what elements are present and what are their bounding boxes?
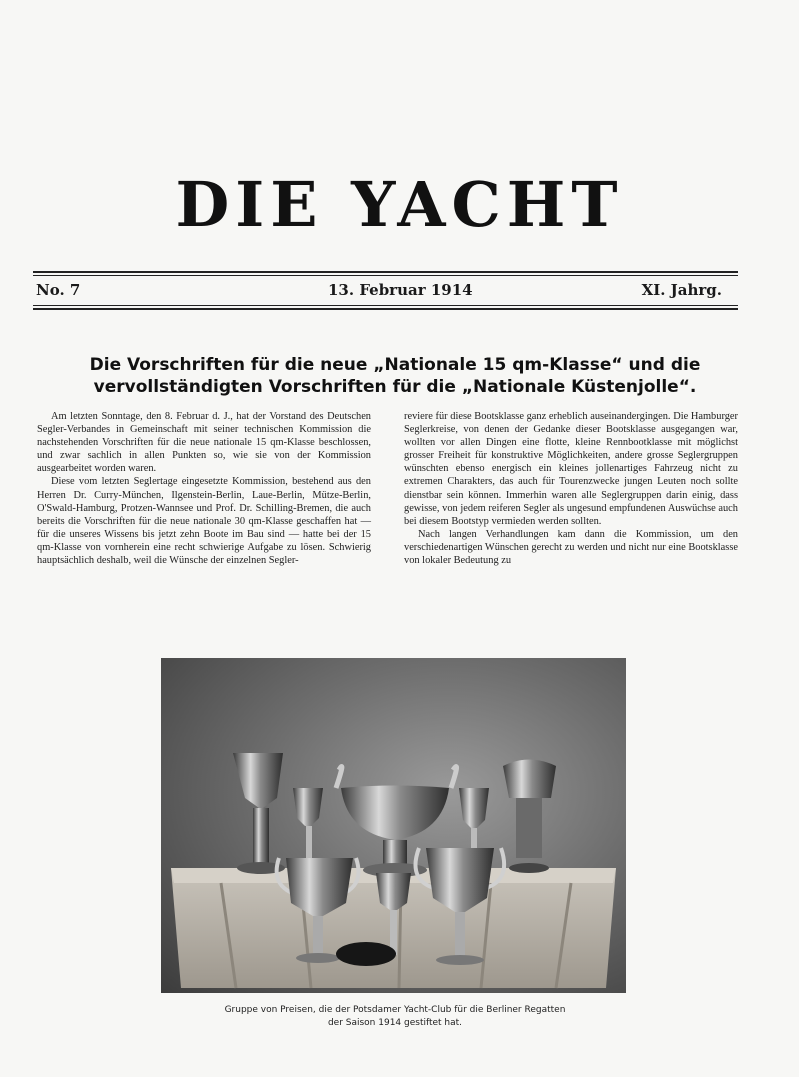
- article-column-left: [37, 410, 371, 567]
- top-rule-thin: [33, 275, 738, 276]
- figure-caption: [150, 1004, 640, 1030]
- headline-line-2: vervollständigten Vorschriften für die „Nationale Küstenjolle“.: [93, 377, 697, 397]
- paragraph: reviere für diese Bootsklasse ganz erheblich auseinandergingen. Die Hamburger Seglerkreise, von denen der Gedanke dieser Bootsklasse ausgegangen war, wollten vor allen Dingen eine flotte, kleine Rennbootklasse mit möglichst grosser Freiheit für konstruktive Möglichkeiten, andere grosse Seglergruppen wünschten ebenso energisch ein kleines jollenartiges Fahrzeug nicht zu extremen Charakters, das auch für Tourenzwecke jungen Leuten noch sollte dienstbar sein können. Immerhin waren alle Seglergruppen darin einig, dass gewisse, von jedem reiferen Segler als ungesund empfundenen Auswüchse auch bei diesem Bootstyp vermieden werden sollten.: [404, 411, 738, 527]
- article-headline: [50, 354, 740, 398]
- paragraph: Diese vom letzten Seglertage eingesetzte Kommission, bestehend aus den Herren Dr. Curry-München, Ilgenstein-Berlin, Laue-Berlin, Mütze-Berlin, O'Swald-Hamburg, Protzen-Wannsee und Prof. Dr. Schilling-Bremen, die auch bereits die Vorschriften für die neue nationale 30 qm-Klasse geschaffen hat — für die unseres Wissens bis jetzt zehn Boote im Bau sind — hatte bei der 15 qm-Klasse von vornherein eine recht schwierige Aufgabe zu lösen. Schwierig hauptsächlich deshalb, weil die Wünsche der einzelnen Segler-: [37, 476, 371, 567]
- bottom-rule-thick: [33, 308, 738, 310]
- caption-line-2: der Saison 1914 gestiftet hat.: [327, 1018, 463, 1028]
- article-column-right: [404, 410, 738, 567]
- bottom-rule-thin: [33, 305, 738, 306]
- issue-volume: XI. Jahrg.: [641, 281, 722, 299]
- issue-number: No. 7: [36, 281, 81, 299]
- issue-info-bar: [36, 279, 722, 303]
- masthead-title: DIE YACHT: [175, 168, 624, 241]
- paragraph: Nach langen Verhandlungen kam dann die Kommission, um den verschiedenartigen Wünschen gerecht zu werden und nicht nur eine Bootsklasse von lokaler Bedeutung zu: [404, 528, 738, 567]
- paragraph: Am letzten Sonntage, den 8. Februar d. J., hat der Vorstand des Deutschen Segler-Verbandes in Gemeinschaft mit seiner technischen Kommission die nachstehenden Vorschriften für die neue nationale 15 qm-Klasse beschlossen, und zwar sachlich in allen Punkten so, wie sie von der Kommission ausgearbeitet worden waren.: [37, 411, 371, 475]
- caption-line-1: Gruppe von Preisen, die der Potsdamer Yacht-Club für die Berliner Regatten: [224, 1005, 566, 1015]
- trophies-photo: [161, 658, 626, 993]
- headline-line-1: Die Vorschriften für die neue „Nationale 15 qm-Klasse“ und die: [89, 355, 701, 375]
- top-rule-thick: [33, 271, 738, 273]
- issue-date: 13. Februar 1914: [328, 281, 473, 299]
